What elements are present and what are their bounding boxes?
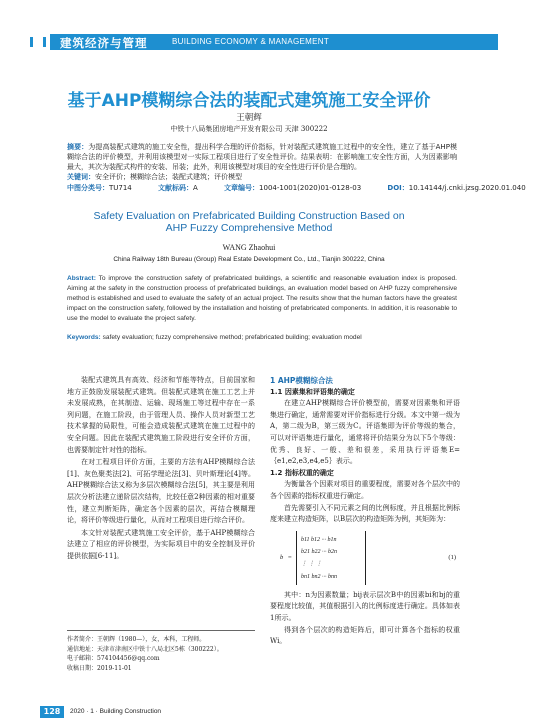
footnote-email[interactable]: 电子邮箱：574104456@qq.com [67,655,160,662]
title-en-line2: AHP Fuzzy Comprehensive Method [165,222,333,234]
paper-title-cn: 基于AHP模糊综合法的装配式建筑施工安全评价 [67,91,431,111]
banner-section-cn: 建筑经济与管理 [60,36,148,50]
keywords-text-cn: 安全评价；模糊综合法；装配式建筑；评价模型 [95,173,242,181]
equals-sign: = [288,553,292,561]
paper-title-en [0,210,498,234]
classification-row [67,183,526,193]
page-number: 128 [40,706,64,718]
journal-issue: 2020 · 1 · Building Construction [70,708,162,715]
subsection-heading-1-1: 1.1 因素集和评语集的确定 [270,387,355,396]
cls-label: 中图分类号： [67,184,109,192]
body-paragraph: 在对工程项目评价方面，主要的方法有AHP模糊综合法[1]、灰色聚类法[2]、可拓学理论法[3]、贝叶斯理论[4]等。AHP模糊综合法又称为多层次模糊综合法[5]，其主要是利用层次分析法建立递阶层次结构，比较任意2种因素的相对重要性，建立判断矩阵，确定各个因素的层次，再结合模糊理论，将评价等级进行量化，从而对工程项目进行综合评价。 [67,458,255,525]
num-label: 文章编号： [224,184,260,192]
keywords-label-en: Keywords: [67,334,101,341]
abstract-label-en: Abstract: [67,275,96,282]
equation-matrix [270,529,460,587]
keywords-label-cn: 关键词： [67,173,95,181]
section-heading-1: 1 AHP模糊综合法 [270,376,333,385]
footnote-author: 作者简介：王朝辉（1980—），女，本科，工程师。 [67,636,206,643]
body-left-column [67,375,255,564]
abstract-text-en: To improve the construction safety of prefabricated buildings, a scientific and reasonable evaluation index is proposed. Aiming at the safety in the construction process of prefabricated buildings, an evaluation model based on AHP fuzzy comprehensive method is established and used to evaluate the safety of an actual project. The results show that the human factors have the greatest impact on the construction safety, followed by the installation and hoisting of prefabricated components. In addition, it is reasonable to use the model to evaluate the project safety. [67,275,457,322]
cls-value: TU714 [109,184,132,192]
body-paragraph: 装配式建筑具有高效、经济和节能等特点，目前国家和地方正鼓励发展装配式建筑。但装配式建筑在施工工艺上并未发展成熟，在其制造、运输、现场施工等过程中存在一系列问题，在施工阶段，由于管理人员、操作人员对新型工艺技术掌握的局限性，可能会造成装配式建筑在施工过程中的安全问题。因此在装配式建筑施工阶段进行安全评价方面，也需要制定针对性的指标。 [67,376,255,454]
doc-value: A [193,184,198,192]
abstract-en [67,274,457,324]
num-value: 1004-1001(2020)01-0128-03 [259,184,362,192]
matrix-row: b11 b12 ··· b1n [301,536,337,543]
title-en-line1: Safety Evaluation on Prefabricated Building Construction Based on [93,210,405,222]
author-cn: 王朝辉 [236,113,262,123]
doc-label: 文献标码： [158,184,193,192]
keywords-cn [67,172,457,182]
doi-value[interactable]: 10.14144/j.cnki.jzsg.2020.01.040 [408,184,526,192]
doi-label: DOI： [387,184,409,192]
matrix-row: b21 b22 ··· b2n [301,548,337,555]
body-right-column [270,375,460,648]
body-paragraph: 得到各个层次的构造矩阵后，即可计算各个指标的权重Wi。 [270,625,460,646]
banner-decoration-icon [30,37,46,47]
author-footnote [67,630,255,673]
footnote-received: 收稿日期：2019-11-01 [67,664,132,672]
matrix-symbol: b [280,553,284,561]
affiliation-cn: 中铁十八局集团房地产开发有限公司 天津 300222 [170,125,328,133]
abstract-cn [67,142,457,172]
affiliation-en: China Railway 18th Bureau (Group) Real Estate Development Co., Ltd., Tianjin 300222, China [113,256,385,263]
matrix-brackets [296,531,366,585]
matrix-row: ⋮ ⋮ ⋮ [301,560,322,567]
author-en: WANG Zhaohui [222,243,276,252]
body-paragraph: 其中：n为因素数量；bij表示层次B中的因素bi和bj的重要程度比较值，其值根据引入的比例标度进行确定。具体如表1所示。 [270,590,460,622]
body-paragraph: 首先需要引入不同元素之间的比例标度，并且根据比例标度来建立构造矩阵，以B层次的构造矩阵为例，其矩阵为： [270,503,460,524]
keywords-en [67,334,457,341]
subsection-heading-1-2: 1.2 指标权重的确定 [270,468,334,477]
footnote-address: 通信地址：天津市津南区中铁十八局北区5栋（300222）。 [67,645,223,653]
abstract-label-cn: 摘要： [67,143,89,151]
body-paragraph: 为衡量各个因素对项目的重要程度，需要对各个层次中的各个因素的指标权重进行确定。 [270,480,460,500]
matrix-row: bn1 bn2 ··· bnn [301,573,337,580]
body-paragraph: 在建立AHP模糊综合评价模型前，需要对因素集和评语集进行确定，通常需要对评价指标进行分级。本文中第一级为A，第二级为B，第三级为C。评语集即为评价等级的集合，可以对评语集进行量化，通常将评价结果分为以下5个等级：优秀、良好、一般、差和很差，采用执行评语集E=｛e1,e2,e3,e4,e5｝表示。 [270,399,460,466]
keywords-text-en: safety evaluation; fuzzy comprehensive method; prefabricated building; evaluation model [102,334,362,341]
equation-number: (1) [448,553,456,561]
journal-banner [0,0,498,60]
body-paragraph: 本文针对装配式建筑施工安全评价，基于AHP模糊综合法建立了相应的评价模型，为实际项目中的安全控制及评价提供依据[6-11]。 [67,528,255,560]
banner-section-en: BUILDING ECONOMY & MANAGEMENT [172,37,330,46]
abstract-text-cn: 为提高装配式建筑的施工安全性，提出科学合理的评价指标，针对装配式建筑施工过程中的安全性，建立了基于AHP模糊综合法的评价模型，并利用该模型对一实际工程项目进行了安全性评价。结果表明：在影响施工安全性方面，人为因素影响最大，其次为装配式构件的安装、吊装；此外，利用该模型对项目的安全性进行评价是合理的。 [67,143,458,171]
